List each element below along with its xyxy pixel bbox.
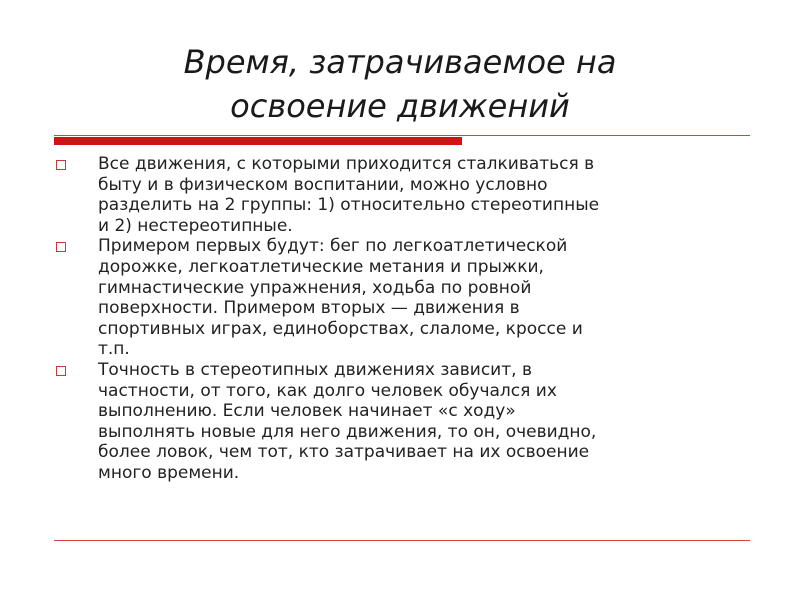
bullet-2-line-5: спортивных играх, единоборствах, слаломе, кроссе и bbox=[98, 318, 583, 339]
hollow-square-bullet-icon bbox=[56, 160, 66, 170]
bullet-2-line-4: поверхности. Примером вторых — движения в bbox=[98, 298, 520, 319]
bullet-3-line-6: много времени. bbox=[98, 462, 240, 483]
bullet-item-2 bbox=[56, 236, 750, 360]
title-underline-thin bbox=[54, 135, 750, 136]
bullet-1-line-3: разделить на 2 группы: 1) относительно стереотипные bbox=[98, 195, 600, 216]
bullet-3-line-3: выполнению. Если человек начинает «с ходу» bbox=[98, 401, 516, 422]
slide-title-line-2: освоение движений bbox=[230, 87, 570, 125]
bullet-2-line-3: гимнастические упражнения, ходьба по ровной bbox=[98, 277, 532, 298]
bullet-2-line-6: т.п. bbox=[98, 339, 130, 360]
bullet-item-1 bbox=[56, 154, 750, 236]
bullet-1-line-4: и 2) нестереотипные. bbox=[98, 215, 293, 236]
footer-rule bbox=[54, 540, 750, 541]
bullet-1-line-1: Все движения, с которыми приходится сталкиваться в bbox=[98, 154, 595, 174]
slide-title bbox=[60, 40, 740, 128]
bullet-3-line-4: выполнять новые для него движения, то он, очевидно, bbox=[98, 421, 597, 442]
hollow-square-bullet-icon bbox=[56, 242, 66, 252]
title-underline-thick bbox=[54, 137, 462, 145]
bullet-item-3 bbox=[56, 360, 750, 484]
bullet-3-line-2: частности, от того, как долго человек обучался их bbox=[98, 380, 557, 401]
hollow-square-bullet-icon bbox=[56, 366, 66, 376]
bullet-2-line-2: дорожке, легкоатлетические метания и прыжки, bbox=[98, 256, 544, 277]
bullet-3-line-1: Точность в стереотипных движениях зависит, в bbox=[98, 359, 532, 380]
bullet-1-line-2: быту и в физическом воспитании, можно условно bbox=[98, 174, 548, 195]
bullet-list bbox=[56, 154, 750, 484]
slide-title-line-1: Время, затрачиваемое на bbox=[183, 43, 617, 81]
bullet-3-line-5: более ловок, чем тот, кто затрачивает на их освоение bbox=[98, 442, 590, 463]
bullet-2-line-1: Примером первых будут: бег по легкоатлетической bbox=[98, 236, 568, 257]
